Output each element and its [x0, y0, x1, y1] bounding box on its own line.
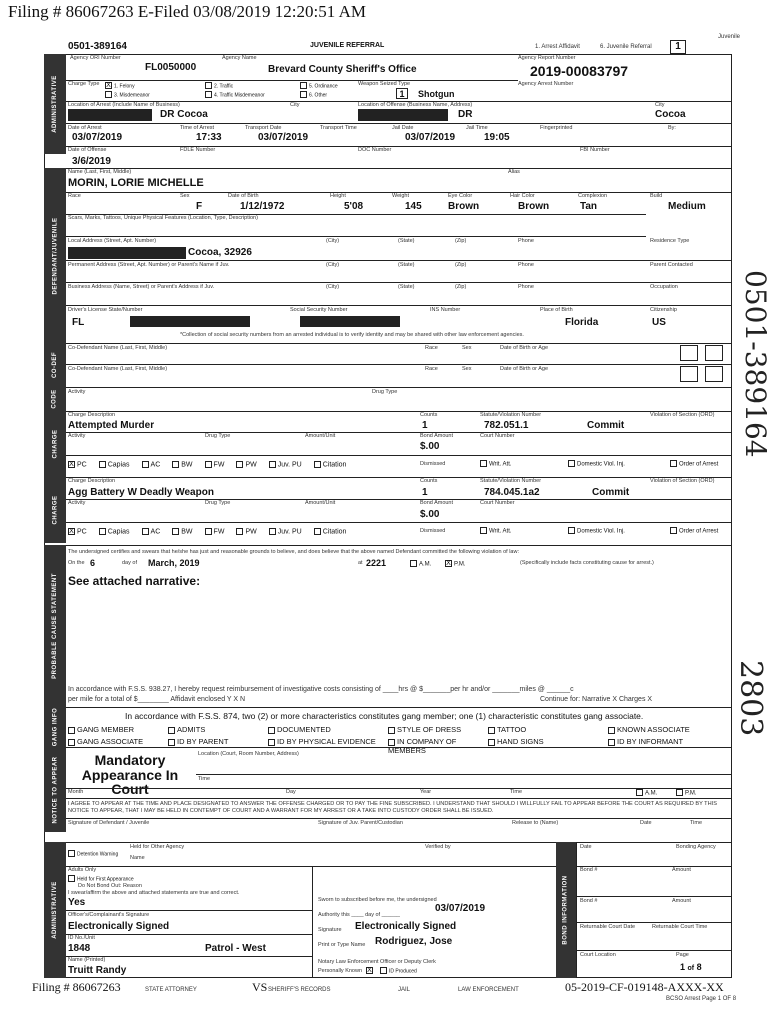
divider	[44, 842, 732, 843]
divider	[66, 123, 732, 124]
transport-date: 03/07/2019	[258, 132, 309, 143]
handwritten-number-2: 2803	[733, 660, 768, 737]
court-location-label-2: Court Location	[580, 952, 616, 958]
charge-desc-label: Charge Description	[68, 412, 116, 418]
returnable-time-label: Returnable Court Time	[652, 924, 708, 930]
id-label: ID No./Unit	[68, 935, 95, 941]
divider	[44, 168, 732, 169]
footer-jail: JAIL	[398, 987, 411, 993]
page-count: 1 of 8	[680, 962, 702, 972]
day-of-label: day of	[122, 560, 137, 566]
complexion-value: Tan	[580, 201, 598, 212]
section-gang-info: GANG INFO	[44, 707, 66, 747]
footer-vs: VS	[252, 980, 268, 994]
phone-label: Phone	[518, 262, 534, 268]
codef-sex-label: Sex	[462, 366, 472, 372]
offense-city: Cocoa	[655, 109, 686, 120]
continue-text: Continue for: Narrative X Charges X	[540, 696, 653, 703]
offense-location: DR	[458, 109, 473, 120]
divider	[66, 866, 576, 867]
ssn-label: Social Security Number	[290, 307, 348, 313]
phone-label: Phone	[518, 284, 534, 290]
divider	[576, 950, 732, 951]
defendant-name: MORIN, LORIE MICHELLE	[68, 177, 204, 189]
specify-label: (Specifically include facts constituting cause for arrest.)	[520, 560, 654, 566]
divider	[66, 788, 732, 789]
statute-label: Statute/Violation Number	[480, 412, 542, 418]
jail-date: 03/07/2019	[405, 132, 456, 143]
section-codef: CO-DEF	[44, 343, 66, 387]
do-not-bond-label: Do Not Bond Out: Reason	[78, 883, 142, 889]
personally-known-label: Personally Known	[318, 968, 363, 974]
weapon-value: Shotgun	[418, 89, 455, 99]
sworn-yes: Yes	[68, 897, 86, 908]
unit-value: Patrol - West	[205, 943, 266, 954]
sig-defendant-label: Signature of Defendant / Juvenile	[68, 820, 150, 826]
redaction	[300, 316, 400, 327]
charge-type-ord: 5. Ordinance	[300, 82, 338, 89]
sworn-sub-label: Sworn to subscribed before me, the undersigned	[318, 897, 437, 903]
notary-signature: Electronically Signed	[355, 921, 457, 932]
divider	[44, 387, 732, 388]
date-arrest: 03/07/2019	[72, 132, 123, 143]
activity-label: Activity	[68, 433, 86, 439]
divider	[66, 798, 732, 799]
section-bond: BOND INFORMATION	[556, 842, 576, 978]
divider	[44, 411, 732, 412]
violation-label: Violation of Section (ORD)	[650, 478, 715, 484]
month-label: Month	[68, 789, 84, 795]
divider	[66, 818, 732, 819]
sig-parent-label: Signature of Juv. Parent/Custodian	[318, 820, 403, 826]
codef-name-label: Co-Defendant Name (Last, First, Middle)	[68, 345, 168, 351]
divider	[66, 432, 732, 433]
divider	[66, 260, 732, 261]
reimburse-text: In accordance with F.S.S. 938.27, I hereby request reimbursement of investigative costs consisting of ____hrs @ $_______per hr and/or _______miles @ ______c	[68, 686, 574, 693]
citizenship-value: US	[652, 317, 666, 328]
parent-contacted-label: Parent Contacted	[650, 262, 693, 268]
codef-sex-label: Sex	[462, 345, 472, 351]
am-check: A.M.	[410, 560, 431, 567]
divider	[66, 910, 312, 911]
weapon-label: Weapon Seized Type	[358, 81, 411, 87]
activity-label: Activity	[68, 500, 86, 506]
build-label: Build	[650, 193, 663, 199]
charge-1-status: Commit	[587, 420, 625, 431]
violation-label: Violation of Section (ORD)	[650, 412, 715, 418]
redaction	[130, 316, 250, 327]
officer-name: Truitt Randy	[68, 965, 127, 976]
redaction	[358, 109, 448, 121]
state-col-label: (State)	[398, 284, 415, 290]
drug-label: Drug Type	[205, 500, 231, 506]
divider	[66, 146, 732, 147]
sex-value: F	[196, 201, 203, 212]
charge-type-other: 6. Other	[300, 91, 327, 98]
authority-label: Authority this ____ day of ______	[318, 912, 400, 918]
offense-city-label: City	[655, 102, 665, 108]
divider	[576, 842, 577, 978]
fingerprinted-label: Fingerprinted	[540, 125, 573, 131]
divider	[66, 80, 518, 81]
am-check-2: A.M.	[636, 789, 657, 796]
state-col-label: (State)	[398, 238, 415, 244]
code-drug-label: Drug Type	[372, 389, 398, 395]
writ-att: Writ. Att.	[480, 460, 512, 467]
time-label-3: Time	[690, 820, 703, 826]
counts-label: Counts	[420, 412, 438, 418]
order-of-arrest: Order of Arrest	[670, 460, 718, 467]
charge-2-statute: 784.045.1a2	[484, 487, 540, 498]
divider	[66, 305, 732, 306]
offense-day: 6	[90, 558, 96, 568]
juvenile-referral-label: 6. Juvenile Referral	[600, 44, 652, 50]
id-produced-check: ID Produced	[380, 967, 417, 974]
dismissed-label: Dismissed	[420, 461, 446, 467]
divider	[66, 522, 732, 523]
ori-label: Agency ORI Number	[70, 55, 121, 61]
time-arrest: 17:33	[196, 132, 222, 143]
signature-label: Signature	[318, 927, 342, 933]
divider	[576, 866, 732, 867]
charge-1-counts: 1	[422, 420, 428, 431]
section-administrative: ADMINISTRATIVE	[44, 54, 66, 154]
charge-type-misd: 2. Traffic	[205, 82, 233, 89]
section-notice-to-appear: NOTICE TO APPEAR	[44, 747, 66, 832]
divider	[576, 922, 732, 923]
offense-location-label: Location of Offense (Business Name, Address)	[358, 102, 473, 108]
mandatory-appearance: Mandatory Appearance In Court	[81, 752, 179, 798]
weapon-code: 1	[396, 88, 408, 99]
state-col-label: (State)	[398, 262, 415, 268]
footer-filing: Filing # 86067263	[32, 980, 121, 994]
section-defendant: DEFENDANT/JUVENILE	[44, 168, 66, 343]
bond-amount-label: Amount	[672, 867, 691, 873]
certify-text: The undersigned certifies and swears that he/she has just and reasonable grounds to believe, and does believe that the above named Defendant committed the following violation of law:	[68, 549, 519, 555]
bond-amount-label-2: Amount	[672, 898, 691, 904]
dv-inj: Domestic Viol. Inj.	[568, 460, 625, 467]
complainant-label: Officer's/Complainant's Signature	[68, 912, 150, 918]
on-the-label: On the	[68, 560, 85, 566]
at-label: at	[358, 560, 363, 566]
bonding-agency-label: Bonding Agency	[676, 844, 716, 850]
city-col-label: (City)	[326, 262, 340, 268]
per-mile-text: per mile for a total of $________ Affidavit enclosed Y X N	[68, 696, 246, 703]
agency-label: Agency Name	[222, 55, 257, 61]
city-label: City	[290, 102, 300, 108]
court-label: Court Number	[480, 433, 515, 439]
transport-time-label: Transport Time	[320, 125, 357, 131]
redaction	[68, 109, 152, 121]
doc-label: DOC Number	[358, 147, 392, 153]
charge-type-label: Charge Type	[68, 81, 100, 87]
agree-text: I AGREE TO APPEAR AT THE TIME AND PLACE DESIGNATED TO ANSWER THE OFFENSE CHARGED OR TO PAY THE FINE SUBSCRIBED. I UNDERSTAND THAT SHOULD I WILLFULLY FAIL TO APPEAR BEFORE THE COURT AS REQUIRED BY THIS NOTICE TO APPEAR, THAT I MAY BE HELD IN CONTEMPT OF COURT AND A WARRANT FOR MY ARREST OR A TAKE INTO CUSTODY ORDER SHALL BE ISSUED.	[68, 801, 717, 814]
time-arrest-label: Time of Arrest	[180, 125, 215, 131]
pm-check: X P.M.	[446, 560, 466, 568]
weight-value: 145	[405, 201, 422, 212]
divider	[66, 282, 732, 283]
pm-check-2: P.M.	[676, 789, 697, 796]
counts-label: Counts	[420, 478, 438, 484]
weight-label: Weight	[392, 193, 410, 199]
code-activity-label: Activity	[68, 389, 86, 395]
pob-value: Florida	[565, 317, 599, 328]
returnable-date-label: Returnable Court Date	[580, 924, 636, 930]
divider	[44, 343, 732, 344]
eye-value: Brown	[448, 201, 480, 212]
codef-box	[680, 366, 698, 382]
fdle-label: FDLE Number	[180, 147, 216, 153]
filing-header: Filing # 86067263 E-Filed 03/08/2019 12:20:51 AM	[8, 2, 366, 21]
charge-type-traffic-misd: 4. Traffic Misdemeanor	[205, 91, 265, 98]
zip-col-label: (Zip)	[455, 238, 467, 244]
charge-2-bond: $.00	[420, 509, 440, 520]
dob-value: 1/12/1972	[240, 201, 285, 212]
divider	[66, 236, 646, 237]
dob-label: Date of Birth	[228, 193, 259, 199]
year-label: Year	[420, 789, 432, 795]
charge-type-felony: X 1. Felony	[106, 82, 135, 90]
notary-label: Notary Law Enforcement Officer or Deputy Clerk	[318, 959, 436, 965]
bond-label: Bond Amount	[420, 433, 454, 439]
divider	[66, 364, 732, 365]
section-probable-cause: PROBABLE CAUSE STATEMENT	[44, 545, 66, 707]
divider	[196, 774, 732, 775]
city-col-label: (City)	[326, 238, 340, 244]
footer-bcso: BCSO Arrest Page 1 OF 8	[666, 996, 737, 1002]
codef-race-label: Race	[425, 345, 438, 351]
arrest-affidavit-label: 1. Arrest Affidavit	[535, 44, 580, 50]
gang-items: GANG MEMBER ADMITS DOCUMENTED STYLE OF DRESS TATTOO KNOWN ASSOCIATE GANG ASSOCIATE ID BY PARENT ID BY PHYSICAL EVIDENCE IN COMPANY OF MEMBERS HAND SIGNS ID BY INFORMANT	[68, 725, 728, 755]
officer-name-label: Name (Printed)	[68, 957, 106, 963]
held-first-appearance: Held for First Appearance	[68, 875, 134, 882]
perm-address-label: Permanent Address (Street, Apt. Number) or Parent's Name if Juv.	[68, 262, 230, 268]
charge-2-counts: 1	[422, 487, 428, 498]
divider	[44, 707, 732, 708]
divider	[576, 896, 732, 897]
id-value: 1848	[68, 943, 91, 954]
citizenship-label: Citizenship	[650, 307, 677, 313]
section-charge-2: CHARGE	[44, 477, 66, 543]
ins-label: INS Number	[430, 307, 461, 313]
page-label: Page	[676, 952, 689, 958]
fbi-label: FBI Number	[580, 147, 610, 153]
height-label: Height	[330, 193, 346, 199]
offense-date-label: Date of Offense	[68, 147, 107, 153]
codef-dob-label: Date of Birth or Age	[500, 366, 548, 372]
amount-label: Amount/Unit	[305, 500, 336, 506]
hair-value: Brown	[518, 201, 550, 212]
divider	[312, 866, 313, 978]
form-type-box: 1	[670, 40, 686, 54]
bond-date-label: Date	[580, 844, 592, 850]
drug-label: Drug Type	[205, 433, 231, 439]
city-col-label: (City)	[326, 284, 340, 290]
sworn-label: I swear/affirm the above and attached statements are true and correct.	[68, 890, 240, 896]
section-code: CODE	[44, 387, 66, 411]
divider	[66, 455, 732, 456]
footer-state-attorney: STATE ATTORNEY	[145, 987, 197, 993]
report-value: 2019-00083797	[530, 63, 629, 79]
sworn-date: 03/07/2019	[435, 903, 486, 914]
zip-col-label: (Zip)	[455, 284, 467, 290]
print-name-value: Rodriguez, Jose	[375, 936, 453, 947]
alias-label: Alias	[508, 169, 520, 175]
sex-label: Sex	[180, 193, 190, 199]
dl-state: FL	[72, 317, 85, 328]
day-label: Day	[286, 789, 296, 795]
dl-label: Driver's License State/Number	[68, 307, 143, 313]
report-label: Agency Report Number	[518, 55, 576, 61]
charge-2-options: X PC Capias AC BW FW PW Juv. PU Citation	[69, 528, 347, 536]
footer-case-number: 05-2019-CF-019148-AXXX-XX	[565, 980, 724, 994]
held-name-label: Name	[130, 855, 145, 861]
occupation-label: Occupation	[650, 284, 678, 290]
charge-type-traffic: 3. Misdemeanor	[105, 91, 150, 98]
order-of-arrest: Order of Arrest	[670, 527, 718, 534]
charge-1-options: X PC Capias AC BW FW PW Juv. PU Citation	[69, 461, 347, 469]
build-value: Medium	[668, 201, 706, 212]
bond-no-label: Bond #	[580, 867, 598, 873]
charge-1-desc: Attempted Murder	[68, 420, 155, 431]
court-label: Court Number	[480, 500, 515, 506]
jail-date-label: Jail Date	[392, 125, 414, 131]
charge-1-statute: 782.051.1	[484, 420, 529, 431]
agency-value: Brevard County Sheriff's Office	[268, 64, 417, 75]
time-label-2: Time	[510, 789, 523, 795]
case-number: 0501-389164	[68, 41, 127, 52]
scars-label: Scars, Marks, Tattoos, Unique Physical Features (Location, Type, Description)	[68, 215, 258, 221]
date-label: Date	[640, 820, 652, 826]
time-label: Time	[198, 776, 211, 782]
bond-no-label-2: Bond #	[580, 898, 598, 904]
eye-label: Eye Color	[448, 193, 473, 199]
narrative: See attached narrative:	[68, 574, 201, 588]
codef-box	[680, 345, 698, 361]
jail-time-label: Jail Time	[466, 125, 488, 131]
codef-race-label: Race	[425, 366, 438, 372]
divider	[44, 545, 732, 546]
section-charge-1: CHARGE	[44, 411, 66, 477]
amount-label: Amount/Unit	[305, 433, 336, 439]
verified-label: Verified by	[425, 844, 451, 850]
phone-label: Phone	[518, 238, 534, 244]
charge-desc-label: Charge Description	[68, 478, 116, 484]
hair-label: Hair Color	[510, 193, 535, 199]
bond-label: Bond Amount	[420, 500, 454, 506]
juvenile-label: Juvenile	[718, 34, 741, 40]
divider	[44, 747, 732, 748]
release-label: Release to (Name)	[512, 820, 559, 826]
arrest-location-label: Location of Arrest (Include Name of Business)	[68, 102, 180, 108]
complainant-signature: Electronically Signed	[68, 921, 170, 932]
divider	[44, 477, 732, 478]
charge-2-desc: Agg Battery W Deadly Weapon	[68, 487, 214, 498]
by-label: By:	[668, 125, 676, 131]
name-label: Name (Last, First, Middle)	[68, 169, 132, 175]
charge-1-bond: $.00	[420, 441, 440, 452]
complexion-label: Complexion	[578, 193, 608, 199]
zip-col-label: (Zip)	[455, 262, 467, 268]
arrest-location: DR Cocoa	[160, 109, 208, 120]
court-location-label: Location (Court, Room Number, Address)	[198, 751, 299, 757]
codef-dob-label: Date of Birth or Age	[500, 345, 548, 351]
offense-month: March, 2019	[148, 558, 200, 568]
ssn-note: *Collection of social security numbers from an arrested individual is to verify identity and may be shared with other law enforcement agencies.	[180, 332, 524, 338]
redaction	[68, 247, 186, 259]
detention-warning: Detention Warning	[68, 850, 118, 857]
statute-label: Statute/Violation Number	[480, 478, 542, 484]
offense-date: 3/6/2019	[72, 156, 111, 167]
ori-value: FL0050000	[145, 62, 197, 73]
footer-sheriff: SHERIFF'S RECORDS	[268, 987, 331, 993]
divider	[66, 499, 732, 500]
footer-law-enforcement: LAW ENFORCEMENT	[458, 987, 519, 993]
height-value: 5'08	[344, 201, 364, 212]
held-label: Held for Other Agency	[130, 844, 185, 850]
charge-2-status: Commit	[592, 487, 630, 498]
business-address-label: Business Address (Name, Street) or Parent's Address if Juv.	[68, 284, 215, 290]
local-address: Cocoa, 32926	[188, 247, 252, 258]
offense-time: 2221	[366, 558, 387, 568]
gang-statement: In accordance with F.S.S. 874, two (2) or more characteristics constitutes gang member; one (1) characteristic constitutes gang associate.	[125, 711, 644, 721]
jail-time: 19:05	[484, 132, 510, 143]
race-label: Race	[68, 193, 81, 199]
divider	[66, 934, 312, 935]
section-administrative-2: ADMINISTRATIVE	[44, 842, 66, 978]
writ-att: Writ. Att.	[480, 527, 512, 534]
form-title: JUVENILE REFERRAL	[310, 42, 385, 49]
print-name-label: Print or Type Name	[318, 942, 366, 948]
local-address-label: Local Address (Street, Apt. Number)	[68, 238, 157, 244]
codef-name-label: Co-Defendant Name (Last, First, Middle)	[68, 366, 168, 372]
dismissed-label: Dismissed	[420, 528, 446, 534]
adults-only-label: Adults Only	[68, 867, 97, 873]
date-arrest-label: Date of Arrest	[68, 125, 102, 131]
handwritten-number: 0501-389164	[739, 270, 772, 458]
personally-known-check: X	[367, 967, 372, 974]
residence-label: Residence Type	[650, 238, 690, 244]
arrest-no-label: Agency Arrest Number	[518, 81, 574, 87]
pob-label: Place of Birth	[540, 307, 573, 313]
transport-date-label: Transport Date	[245, 125, 282, 131]
dv-inj: Domestic Viol. Inj.	[568, 527, 625, 534]
